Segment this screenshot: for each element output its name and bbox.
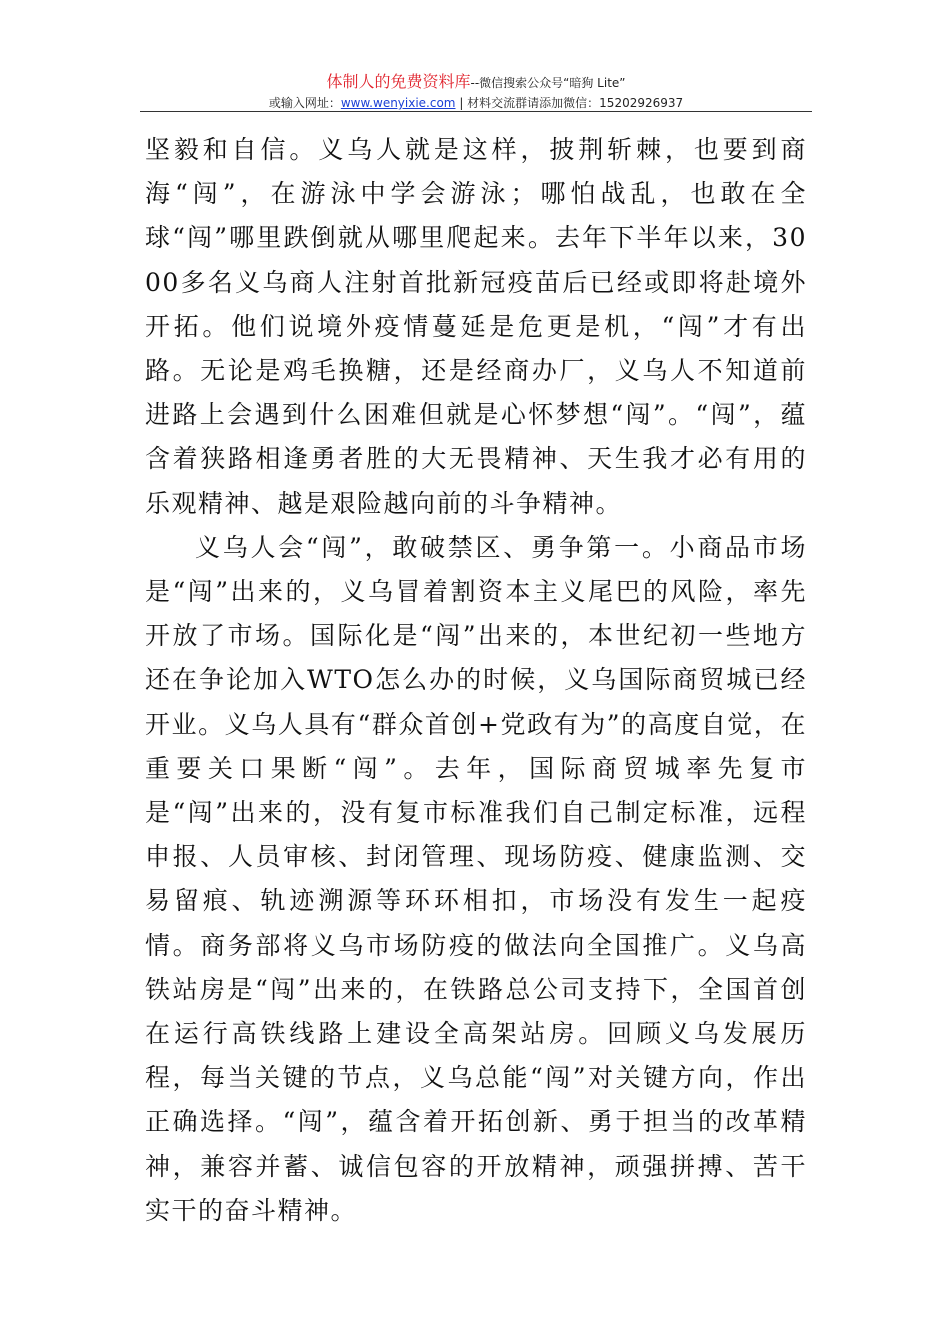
header-site-prefix: 或输入网址： [268,96,341,110]
header-wechat-text: | 材料交流群请添加微信：15202926937 [455,96,684,110]
header-divider [140,111,812,112]
paragraph-1: 坚毅和自信。义乌人就是这样，披荆斩棘，也要到商海“闯”，在游泳中学会游泳；哪怕战乱，也敢在全球“闯”哪里跌倒就从哪里爬起来。去年下半年以来，3000多名义乌商人注射首批新冠疫苗后已经或即将赴境外开拓。他们说境外疫情蔓延是危更是机，“闯”才有出路。无论是鸡毛换糖，还是经商办厂，义乌人不知道前进路上会遇到什么困难但就是心怀梦想“闯”。“闯”，蕴含着狭路相逢勇者胜的大无畏精神、天生我才必有用的乐观精神、越是艰险越向前的斗争精神。 [145,135,807,518]
header-slogan: --微信搜索公众号“暗狗 Lite” [470,76,626,90]
page-header [140,72,812,112]
header-site-link[interactable]: www.wenyixie.com [340,96,456,110]
header-title-line [140,72,812,93]
document-body [145,128,807,1233]
header-contact-line [140,94,812,112]
paragraph-2: 义乌人会“闯”，敢破禁区、勇争第一。小商品市场是“闯”出来的，义乌冒着割资本主义尾巴的风险，率先开放了市场。国际化是“闯”出来的，本世纪初一些地方还在争论加入WTO怎么办的时候，义乌国际商贸城已经开业。义乌人具有“群众首创+党政有为”的高度自觉，在重要关口果断“闯”。去年，国际商贸城率先复市是“闯”出来的，没有复市标准我们自己制定标准，远程申报、人员审核、封闭管理、现场防疫、健康监测、交易留痕、轨迹溯源等环环相扣，市场没有发生一起疫情。商务部将义乌市场防疫的做法向全国推广。义乌高铁站房是“闯”出来的，在铁路总公司支持下，全国首创在运行高铁线路上建设全高架站房。回顾义乌发展历程，每当关键的节点，义乌总能“闯”对关键方向，作出正确选择。“闯”，蕴含着开拓创新、勇于担当的改革精神，兼容并蓄、诚信包容的开放精神，顽强拼搏、苦干实干的奋斗精神。 [145,532,807,1225]
header-brand: 体制人的免费资料库 [326,72,471,91]
